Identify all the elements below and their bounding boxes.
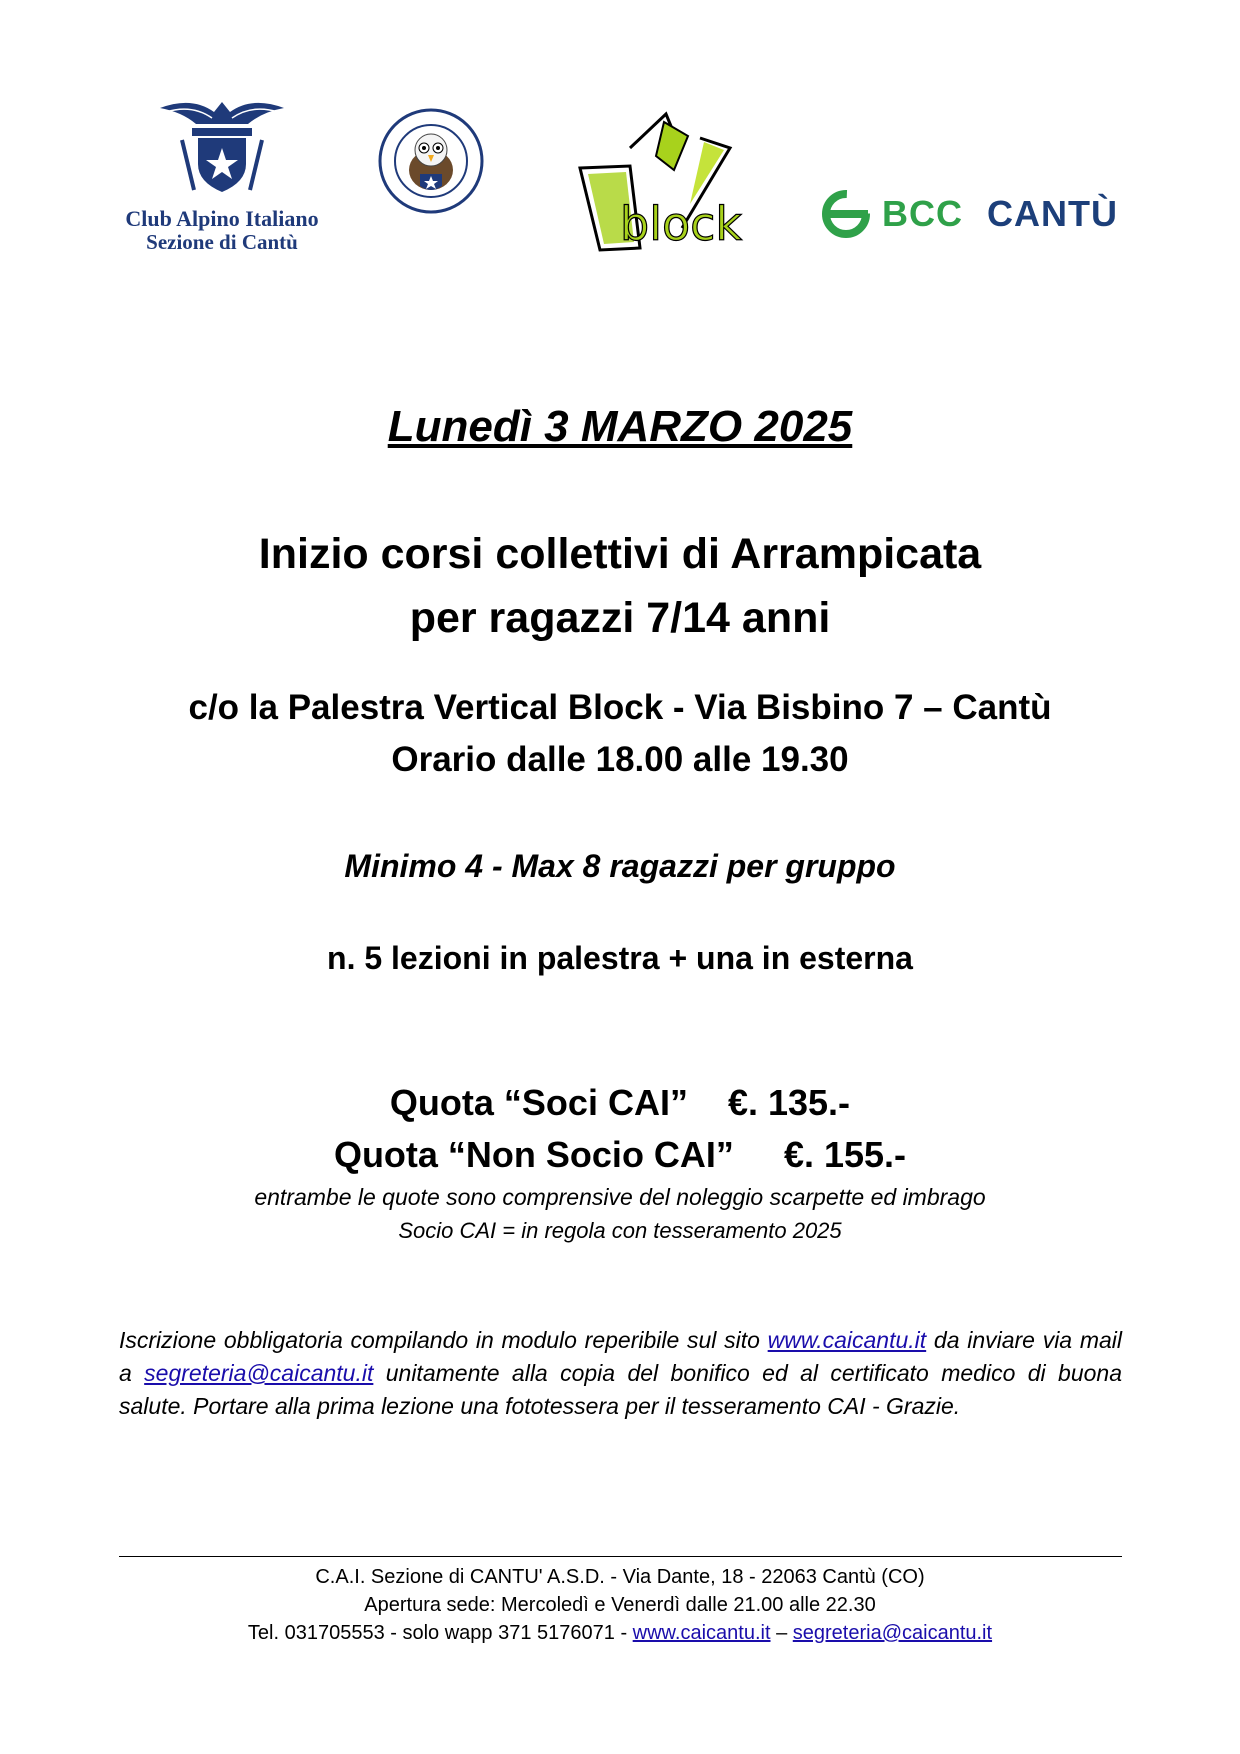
bcc-emblem-icon — [818, 186, 874, 242]
owl-badge-icon — [378, 108, 484, 214]
footer-mail-link[interactable]: segreteria@caicantu.it — [792, 1622, 993, 1644]
cai-name: Club Alpino Italiano — [125, 206, 319, 231]
cai-section: Sezione di Cantù — [146, 230, 298, 254]
registration-text-2: da inviare via mail a — [119, 1327, 1122, 1386]
fee-member-label: Quota “Soci CAI” — [389, 1082, 688, 1123]
block-text: block — [620, 197, 743, 251]
registration-text-3: unitamente alla copia del bonifico ed al certificato medico di buona salute. Portare alla prima lezione una fototessera per il tesseramento CAI - Grazie. — [119, 1360, 1122, 1419]
footer-opening-hours: Apertura sede: Mercoledì e Venerdì dalle 21.00 alle 22.30 — [364, 1594, 876, 1616]
vertical-block-logo — [570, 108, 750, 263]
course-title-line2: per ragazzi 7/14 anni — [409, 594, 831, 642]
eagle-badge-logo — [378, 108, 484, 219]
course-hours: Orario dalle 18.00 alle 19.30 — [391, 740, 849, 779]
fee-note-equipment: entrambe le quote sono comprensive del noleggio scarpette ed imbrago — [254, 1184, 986, 1210]
footer-address: C.A.I. Sezione di CANTU' A.S.D. - Via Dante, 18 - 22063 Cantù (CO) — [315, 1566, 925, 1588]
lessons-count: n. 5 lezioni in palestra + una in esterna — [327, 940, 913, 976]
vertical-block-logo-icon — [570, 108, 750, 258]
registration-site-link[interactable]: www.caicantu.it — [767, 1327, 927, 1353]
cai-logo — [112, 90, 332, 253]
cai-eagle-emblem-icon — [152, 90, 292, 202]
registration-mail-link[interactable]: segreteria@caicantu.it — [144, 1360, 374, 1386]
footer-divider — [119, 1556, 1122, 1557]
fee-member-price: €. 135.- — [727, 1082, 851, 1123]
bcc-cantu-logo — [818, 186, 1118, 242]
registration-info — [119, 1324, 1122, 1423]
footer-separator: – — [770, 1622, 793, 1644]
logo-bar — [0, 90, 1240, 270]
fee-member — [0, 1082, 1240, 1124]
footer-contacts — [0, 1622, 1240, 1645]
footer-site-link[interactable]: www.caicantu.it — [632, 1622, 771, 1644]
footer-phone: Tel. 031705553 - solo wapp 371 5176071 - — [247, 1622, 633, 1644]
registration-text-1: Iscrizione obbligatoria compilando in modulo reperibile sul sito — [119, 1327, 768, 1353]
fee-nonmember-price: €. 155.- — [783, 1134, 907, 1175]
course-location: c/o la Palestra Vertical Block - Via Bisbino 7 – Cantù — [188, 688, 1052, 727]
group-size: Minimo 4 - Max 8 ragazzi per gruppo — [344, 848, 896, 884]
fee-nonmember — [0, 1134, 1240, 1176]
bcc-city: CANTÙ — [987, 193, 1118, 234]
event-date: Lunedì 3 MARZO 2025 — [387, 402, 853, 451]
bcc-text: BCC — [882, 193, 963, 234]
fee-note-membership: Socio CAI = in regola con tesseramento 2025 — [398, 1218, 842, 1243]
course-title-line1: Inizio corsi collettivi di Arrampicata — [258, 530, 982, 578]
fee-nonmember-label: Quota “Non Socio CAI” — [333, 1134, 734, 1175]
